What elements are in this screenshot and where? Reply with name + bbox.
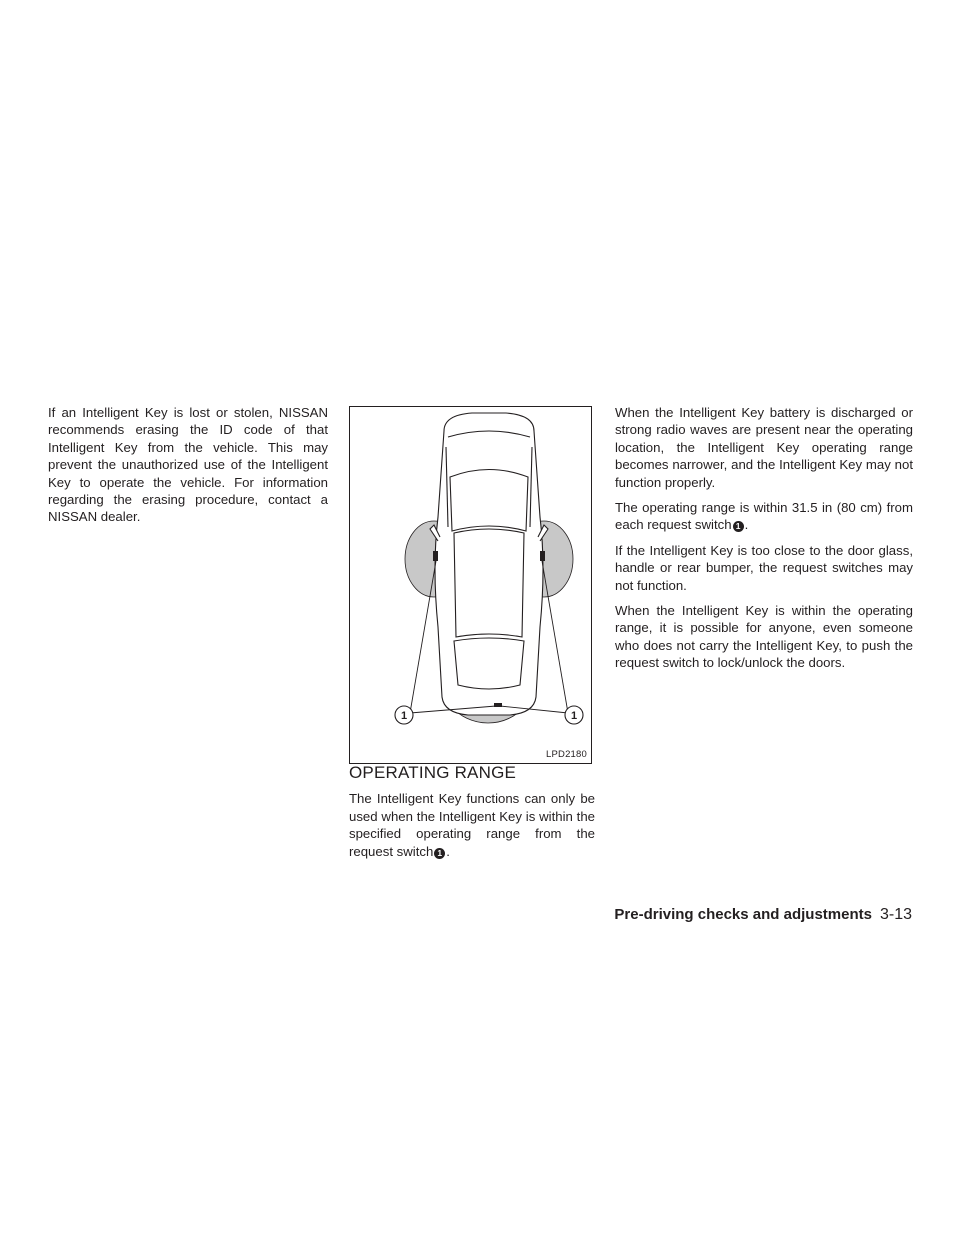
operating-range-figure: [349, 406, 592, 764]
request-switch-right: [540, 551, 545, 561]
operating-range-text-end: .: [446, 843, 450, 859]
callout-1-left: [395, 706, 413, 724]
operating-range-text: The Intelligent Key functions can only be used when the Intelligent Key is within the specified operating range from the request switch: [349, 791, 595, 859]
car-top-view-diagram: [350, 407, 591, 763]
operating-range-paragraph: [349, 790, 595, 860]
page-footer: [614, 906, 912, 924]
callout-1-right: [565, 706, 583, 724]
callout-label-right: 1: [570, 710, 578, 722]
car-body: [430, 413, 548, 715]
section-heading: OPERATING RANGE: [349, 763, 517, 782]
right-column: [615, 404, 913, 680]
lost-key-paragraph: If an Intelligent Key is lost or stolen, NISSAN recommends erasing the ID code of that Intelligent Key from the vehicle. This may prevent the unauthorized use of the Intelligent Key to operate the vehicle. For information regarding the erasing procedure, contact a NISSAN dealer.: [48, 405, 328, 525]
request-switch-left: [433, 551, 438, 561]
callout-1-icon: 1: [434, 848, 445, 859]
anyone-push-paragraph: When the Intelligent Key is within the operating range, it is possible for anyone, even someone who does not carry the Intelligent Key, to push the request switch to lock/unlock the doors.: [615, 603, 913, 671]
figure-code: LPD2180: [545, 749, 587, 760]
range-distance-text: The operating range is within 31.5 in (80 cm) from each request switch: [615, 500, 913, 533]
page-number: 3-13: [879, 906, 912, 923]
operating-range-section: [349, 760, 595, 860]
too-close-paragraph: If the Intelligent Key is too close to the door glass, handle or rear bumper, the request switches may not function.: [615, 542, 913, 593]
callout-label-left: 1: [400, 710, 408, 722]
left-column: [48, 404, 328, 534]
range-distance-paragraph: [615, 499, 913, 534]
footer-section-title: Pre-driving checks and adjustments: [614, 906, 872, 923]
battery-discharge-paragraph: When the Intelligent Key battery is discharged or strong radio waves are present near the operating location, the Intelligent Key operating range becomes narrower, and the Intelligent Key may not function properly.: [615, 405, 913, 490]
callout-1-icon: 1: [733, 521, 744, 532]
range-distance-text-end: .: [744, 517, 749, 533]
